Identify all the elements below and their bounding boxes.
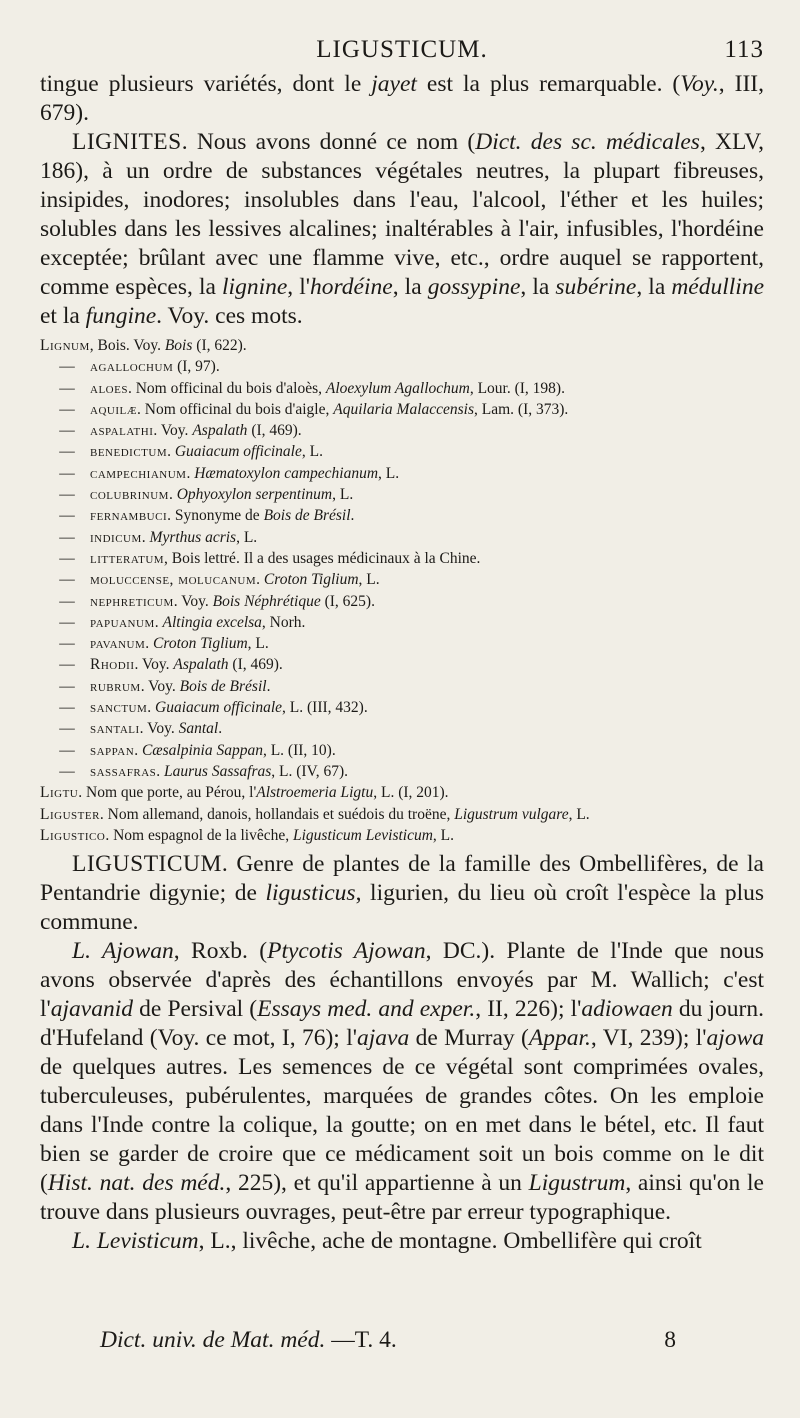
footer-title: Dict. univ. de Mat. méd. xyxy=(100,1327,326,1353)
entry-tail: . xyxy=(218,720,223,738)
entry-headword: campechianum xyxy=(90,464,187,482)
entry-text: . Voy. xyxy=(140,677,180,695)
lignum-sub-entry xyxy=(40,591,764,612)
text: , L., livêche, ache de montagne. Ombellifère qui croît xyxy=(198,1228,702,1255)
entry-tail: , L. xyxy=(432,826,455,844)
entry-dash: — xyxy=(59,613,75,631)
lignum-sub-entry xyxy=(40,378,764,399)
entry-dash: — xyxy=(59,464,75,482)
entry-italic: Alstroemeria Ligtu xyxy=(256,784,374,802)
text: , Roxb. ( xyxy=(173,938,268,965)
entry-italic: Myrthus acris xyxy=(149,528,237,546)
species-italic: L. Levisticum xyxy=(72,1228,199,1255)
entry-italic: Aspalath xyxy=(192,422,248,440)
term-italic: ajava xyxy=(356,1025,410,1052)
term-italic: ajowa xyxy=(706,1025,765,1052)
entry-tail: , L. xyxy=(568,805,590,823)
text: . Genre de plantes de la famille des Ombellifères, de la Pentandrie digynie; de xyxy=(40,851,764,907)
entry-italic: Bois de Brésil xyxy=(263,507,351,525)
entry-headword: Lignum xyxy=(40,337,90,354)
ref-italic: Essays med. and exper. xyxy=(257,996,476,1023)
liguster-entry xyxy=(40,804,764,825)
text: est la plus remarquable. ( xyxy=(416,71,681,97)
term-italic: adiowaen xyxy=(581,996,673,1023)
entry-text: . Nom officinal du bois d'aigle, xyxy=(137,400,334,418)
entry-tail: , L. (I, 201). xyxy=(373,784,449,802)
entry-dash: — xyxy=(59,762,75,780)
text: , la xyxy=(392,274,428,300)
text: , la xyxy=(636,274,672,300)
entry-italic: Bois de Brésil xyxy=(179,677,267,695)
entry-dash: — xyxy=(59,635,75,653)
ref-italic: Voy. xyxy=(680,71,719,97)
entry-tail: , L. xyxy=(332,486,354,504)
entry-tail: (I, 622). xyxy=(192,337,247,354)
term-italic: hordéine xyxy=(310,274,393,300)
entry-headword: moluccense, molucanum xyxy=(90,571,257,589)
ref-italic: Appar. xyxy=(528,1025,591,1052)
lignum-sub-entry xyxy=(40,740,764,761)
entry-italic: Croton Tiglium xyxy=(153,635,248,653)
text: et la xyxy=(40,303,86,329)
entry-headword: pavanum xyxy=(90,635,146,653)
entry-headword: Rhodii xyxy=(90,656,135,674)
entry-dash: — xyxy=(59,443,75,461)
lignum-sub-entry xyxy=(40,676,764,697)
text: , VI, 239); l' xyxy=(590,1025,707,1052)
entry-headword: Liguster xyxy=(40,805,100,823)
text: , III, 679). xyxy=(40,71,765,126)
entry-headword: Ligustico xyxy=(40,826,106,844)
lignum-sub-entry xyxy=(40,718,764,739)
entry-text: . Voy. xyxy=(153,422,193,440)
term-italic: jayet xyxy=(371,71,417,97)
entry-dash: — xyxy=(59,422,75,440)
entry-italic: Ligusticum Levisticum xyxy=(292,826,433,844)
entry-tail: , L. (IV, 67). xyxy=(271,762,349,780)
footer-signature: 8 xyxy=(664,1327,676,1353)
entry-headword: Ligtu xyxy=(40,784,79,802)
entry-text: . Synonyme de xyxy=(167,507,264,525)
entry-headword: litteratum xyxy=(90,549,165,567)
entry-dash: — xyxy=(59,699,75,717)
term-italic: Ligustrum xyxy=(528,1170,626,1197)
ajowan-paragraph xyxy=(40,937,764,1227)
entry-text: . xyxy=(154,613,163,631)
text: . Voy. ces mots. xyxy=(156,303,303,329)
entry-text: . xyxy=(141,528,150,546)
entry-text: . Nom officinal du bois d'aloès, xyxy=(127,379,326,397)
entry-dash: — xyxy=(59,528,75,546)
lignum-sub-entry xyxy=(40,399,764,420)
page-number: 113 xyxy=(724,36,764,63)
page-footer xyxy=(100,1326,676,1355)
entry-italic: Guaiacum officinale xyxy=(174,443,302,461)
lignum-entries xyxy=(40,335,764,846)
entry-dash: — xyxy=(59,486,75,504)
text: . Nous avons donné ce nom ( xyxy=(181,129,476,155)
entry-tail: , L. xyxy=(378,464,400,482)
entry-italic: Altingia excelsa xyxy=(162,613,262,631)
text: , DC.). Plante de l'Inde que nous avons observée d'après des échantillons envoyés par M. Wallich; c'est l' xyxy=(40,938,764,1023)
lignites-paragraph xyxy=(40,128,764,331)
entry-headword: colubrinum xyxy=(90,486,169,504)
entry-dash: — xyxy=(59,592,75,610)
species-italic: Ptycotis Ajowan xyxy=(267,938,426,965)
lignum-sub-entry xyxy=(40,761,764,782)
entry-tail: . xyxy=(266,677,271,695)
lignum-sub-entry xyxy=(40,527,764,548)
entry-italic: Aspalath xyxy=(173,656,229,674)
header-title: LIGUSTICUM. xyxy=(316,36,488,63)
lignum-sub-entry xyxy=(40,612,764,633)
entry-text: , Bois lettré. Il a des usages médicinaux à la Chine. xyxy=(164,549,481,567)
entry-text: . Nom allemand, danois, hollandais et suédois du troëne, xyxy=(99,805,455,823)
text: de quelques autres. Les semences de ce végétal sont comprimées ovales, tuberculeuses, pubérulentes, marquées de grandes côtes. On les emploie dans l'Inde contre la colique, la goutte; on en met dans le bétel, etc. Il faut bien se garder de croire que ce médicament soit un bois comme on le dit ( xyxy=(40,1054,764,1197)
text: du journ. d'Hufeland (Voy. ce mot, I, 76); l' xyxy=(40,996,764,1052)
lignum-sub-entry xyxy=(40,441,764,462)
entry-text: . xyxy=(134,741,142,759)
ref-italic: Hist. nat. des méd. xyxy=(47,1170,226,1197)
entry-headword: papuanum xyxy=(90,613,155,631)
entry-text: . Voy. xyxy=(173,592,213,610)
entry-italic: Ligustrum vulgare xyxy=(454,805,569,823)
term-italic: ajavanid xyxy=(50,996,134,1023)
entry-dash: — xyxy=(59,507,75,525)
entry-italic: Hæmatoxylon campechianum xyxy=(194,464,379,482)
entry-dash: — xyxy=(59,358,75,376)
running-header xyxy=(40,30,764,70)
text: , ainsi qu'on le trouve dans plusieurs ouvrages, peut-être par erreur typographique. xyxy=(40,1170,764,1226)
entry-text: . xyxy=(168,486,177,504)
entry-tail: , Norh. xyxy=(261,613,306,631)
entry-dash: — xyxy=(59,741,75,759)
headword: LIGUSTICUM xyxy=(72,851,222,878)
entry-italic: Santal xyxy=(178,720,219,738)
entry-italic: Bois xyxy=(164,337,193,354)
lignum-sub-entry xyxy=(40,654,764,675)
entry-dash: — xyxy=(59,571,75,589)
term-italic: ligusticus xyxy=(265,880,356,907)
entry-dash: — xyxy=(59,656,75,674)
entry-tail: (I, 469). xyxy=(247,422,302,440)
entry-dash: — xyxy=(59,549,75,567)
ref-italic: Dict. des sc. médicales xyxy=(475,129,700,155)
entry-headword: sappan xyxy=(90,741,135,759)
entry-headword: sassafras xyxy=(90,762,157,780)
entry-text: . Nom que porte, au Pérou, l' xyxy=(78,784,257,802)
ligusticum-paragraph xyxy=(40,850,764,937)
ligtu-entry xyxy=(40,782,764,803)
entry-tail: , L. xyxy=(301,443,323,461)
headword: LIGNITES xyxy=(72,129,182,155)
text: , ligurien, du lieu où croît l'espèce la plus commune. xyxy=(40,880,764,936)
entry-text: . xyxy=(156,762,165,780)
entry-tail: , L. xyxy=(236,528,258,546)
entry-tail: , L. xyxy=(247,635,269,653)
entry-text: (I, 97). xyxy=(173,358,220,376)
entry-italic: Laurus Sassafras xyxy=(164,762,272,780)
text: , la xyxy=(520,274,556,300)
text: de Murray ( xyxy=(409,1025,529,1052)
entry-text: . xyxy=(147,699,156,717)
entry-headword: rubrum xyxy=(90,677,141,695)
entry-headword: fernambuci xyxy=(90,507,168,525)
entry-headword: benedictum xyxy=(90,443,168,461)
entry-italic: Bois Néphrétique xyxy=(212,592,321,610)
lignum-sub-entry xyxy=(40,420,764,441)
entry-tail: , L. xyxy=(358,571,380,589)
entry-dash: — xyxy=(59,379,75,397)
lignum-sub-entry xyxy=(40,697,764,718)
intro-paragraph xyxy=(40,70,764,128)
entry-dash: — xyxy=(59,400,75,418)
text: , XLV, 186), à un ordre de substances végétales neutres, la plupart fibreuses, insipides, inodores; insolubles dans l'eau, l'alcool, l'éther et les huiles; solubles dans les lessives alcalines; inaltérables à l'air, infusibles, l'hordéine exceptée; brûlant avec une flamme vive, etc., ordre auquel se rapportent, comme espèces, la xyxy=(40,129,765,300)
entry-tail: (I, 625). xyxy=(320,592,375,610)
entry-text: . xyxy=(167,443,175,461)
text: de Persival ( xyxy=(133,996,258,1023)
entry-italic: Guaiacum officinale xyxy=(155,699,283,717)
entry-tail: , L. (III, 432). xyxy=(282,699,368,717)
text: , 225), et qu'il appartienne à un xyxy=(225,1170,529,1197)
entry-headword: agallochum xyxy=(90,358,174,376)
entry-italic: Croton Tiglium xyxy=(263,571,359,589)
entry-headword: santali xyxy=(90,720,140,738)
lignum-sub-entry xyxy=(40,548,764,569)
entry-text: . xyxy=(145,635,154,653)
lignum-head-entry xyxy=(40,335,764,356)
lignum-sub-entry xyxy=(40,356,764,377)
entry-dash: — xyxy=(59,677,75,695)
entry-text: . Voy. xyxy=(134,656,174,674)
species-italic: L. Ajowan xyxy=(72,938,174,965)
entry-text: . Voy. xyxy=(139,720,179,738)
entry-headword: sanctum xyxy=(90,699,148,717)
lignum-sub-entries xyxy=(40,356,764,782)
entry-headword: aloes xyxy=(90,379,128,397)
text: , II, 226); l' xyxy=(475,996,582,1023)
entry-text: . Nom espagnol de la livêche, xyxy=(105,826,293,844)
levisticum-paragraph xyxy=(40,1227,764,1256)
lignum-sub-entry xyxy=(40,484,764,505)
entry-tail: . xyxy=(350,507,355,525)
text: , l' xyxy=(287,274,311,300)
entry-tail: , Lour. (I, 198). xyxy=(469,379,565,397)
entry-text: . xyxy=(186,464,195,482)
entry-italic: Cæsalpinia Sappan xyxy=(141,741,263,759)
footer-tome: —T. 4. xyxy=(325,1327,397,1353)
entry-dash: — xyxy=(59,720,75,738)
entry-tail: , L. (II, 10). xyxy=(262,741,336,759)
term-italic: gossypine xyxy=(427,274,521,300)
lignum-sub-entry xyxy=(40,569,764,590)
entry-headword: indicum xyxy=(90,528,142,546)
lignum-sub-entry xyxy=(40,633,764,654)
ligustico-entry xyxy=(40,825,764,846)
text: tingue plusieurs variétés, dont le xyxy=(40,71,372,97)
term-italic: médulline xyxy=(671,274,764,300)
entry-tail: (I, 469). xyxy=(228,656,283,674)
entry-text: . xyxy=(256,571,264,589)
lignum-sub-entry xyxy=(40,505,764,526)
entry-italic: Aloexylum Agallochum xyxy=(325,379,470,397)
entry-headword: aspalathi xyxy=(90,422,154,440)
entry-tail: , Lam. (I, 373). xyxy=(474,400,569,418)
lignum-sub-entry xyxy=(40,463,764,484)
entry-text: , Bois. Voy. xyxy=(89,337,165,354)
term-italic: fungine xyxy=(85,303,157,329)
term-italic: subérine xyxy=(555,274,637,300)
entry-italic: Aquilaria Malaccensis xyxy=(333,400,475,418)
term-italic: lignine xyxy=(222,274,288,300)
entry-headword: nephreticum xyxy=(90,592,174,610)
entry-headword: aquilæ xyxy=(90,400,137,418)
entry-italic: Ophyoxylon serpentinum xyxy=(176,486,333,504)
